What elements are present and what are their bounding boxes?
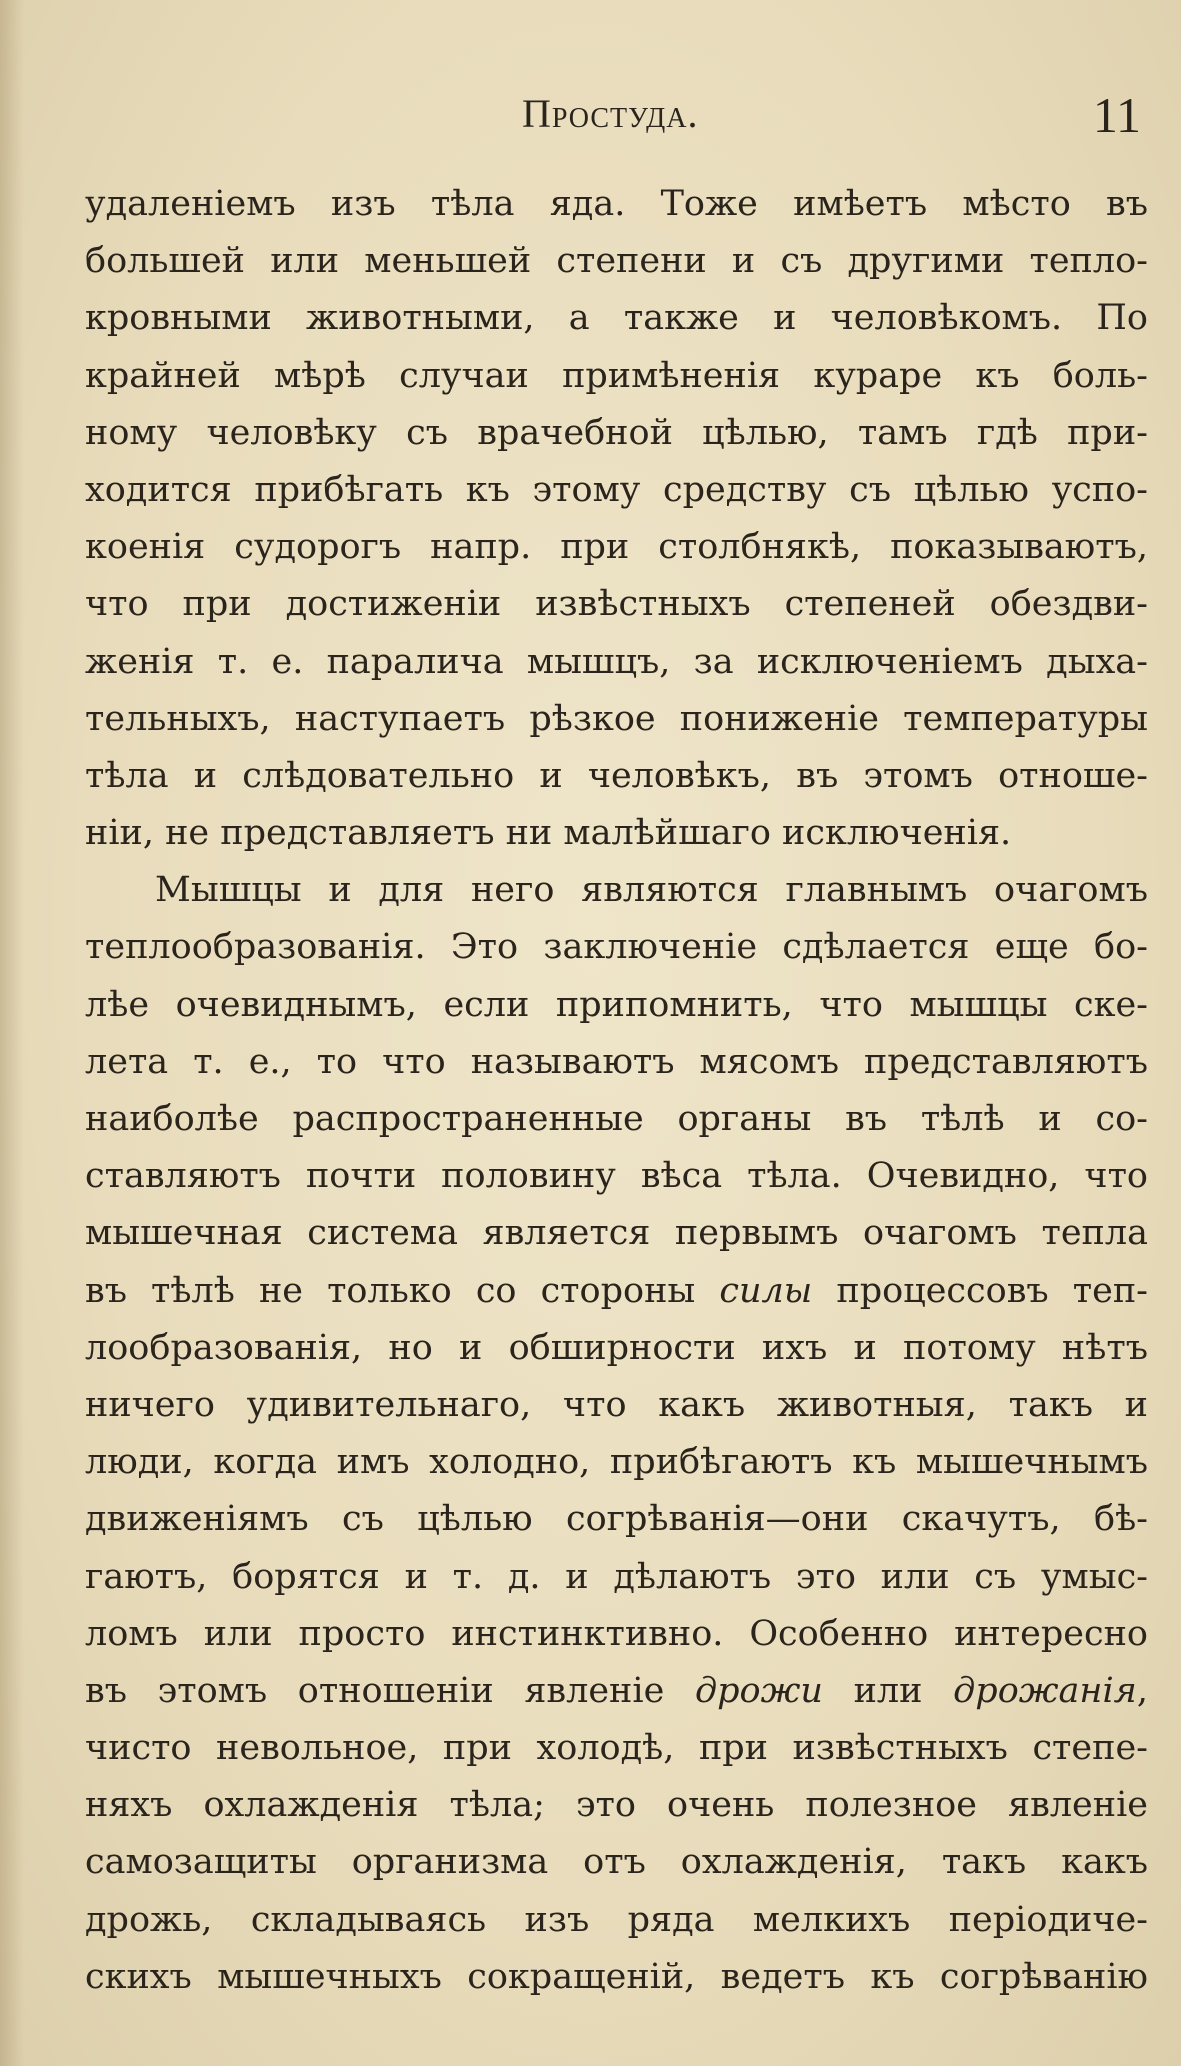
text-line: скихъ мышечныхъ сокращеній, ведетъ къ согрѣванію xyxy=(85,1956,1148,1997)
text-line: лообразованія, но и обширности ихъ и потому нѣтъ xyxy=(85,1327,1148,1368)
page-gutter-shadow xyxy=(0,0,24,2066)
text-line: крайней мѣрѣ случаи примѣненія кураре къ боль- xyxy=(85,355,1148,396)
text-line: чисто невольное, при холодѣ, при извѣстныхъ степе- xyxy=(85,1728,1148,1769)
paragraph-start-line: Мышцы и для него являются главнымъ очагомъ xyxy=(155,870,1148,911)
text-line: мышечная система является первымъ очагомъ тепла xyxy=(85,1213,1148,1254)
page-header xyxy=(0,87,1181,150)
text-line: ставляютъ почти половину вѣса тѣла. Очевидно, что xyxy=(85,1156,1148,1197)
text-line: люди, когда имъ холодно, прибѣгаютъ къ мышечнымъ xyxy=(85,1442,1148,1483)
text-line: движеніямъ съ цѣлью согрѣванія—они скачутъ, бѣ- xyxy=(85,1499,1148,1540)
text-segment: въ тѣлѣ не только со стороны xyxy=(85,1270,696,1311)
text-segment: или xyxy=(853,1670,923,1711)
text-line: тѣла и слѣдовательно и человѣкъ, въ этомъ отноше- xyxy=(85,755,1148,796)
text-line: женія т. е. паралича мышцъ, за исключеніемъ дыха- xyxy=(85,641,1148,682)
page-number: 11 xyxy=(1092,87,1141,143)
body-text xyxy=(85,176,1148,2006)
text-line: ломъ или просто инстинктивно. Особенно интересно xyxy=(85,1613,1148,1654)
emphasis-word: дрожанія xyxy=(953,1670,1137,1711)
text-line: коенія судорогъ напр. при столбнякѣ, показываютъ, xyxy=(85,527,1148,568)
paragraph-end-line: ніи, не представляетъ ни малѣйшаго исключенія. xyxy=(85,813,1012,854)
text-line: большей или меньшей степени и съ другими тепло- xyxy=(85,241,1148,282)
text-line: дрожь, складываясь изъ ряда мелкихъ періодиче- xyxy=(85,1899,1148,1940)
text-line: тельныхъ, наступаетъ рѣзкое пониженіе температуры xyxy=(85,698,1148,739)
text-line: няхъ охлажденія тѣла; это очень полезное явленіе xyxy=(85,1785,1148,1826)
text-line: ничего удивительнаго, что какъ животныя, такъ и xyxy=(85,1384,1148,1425)
text-line: наиболѣе распространенные органы въ тѣлѣ и со- xyxy=(85,1099,1148,1139)
text-line-with-emphasis xyxy=(85,1663,1148,1720)
text-line: гаютъ, борятся и т. д. и дѣлаютъ это или съ умыс- xyxy=(85,1556,1148,1597)
emphasis-word: силы xyxy=(719,1270,813,1311)
text-line: теплообразованія. Это заключеніе сдѣлается еще бо- xyxy=(85,927,1148,968)
text-segment: процессовъ теп- xyxy=(836,1270,1148,1311)
text-segment: , xyxy=(1136,1670,1148,1711)
text-segment: въ этомъ отношеніи явленіе xyxy=(85,1670,665,1711)
text-line: ному человѣку съ врачебной цѣлью, тамъ гдѣ при- xyxy=(85,412,1148,453)
text-line: кровными животными, а также и человѣкомъ. По xyxy=(85,298,1148,339)
emphasis-word: дрожи xyxy=(694,1670,823,1711)
running-title: Простуда. xyxy=(522,91,699,136)
text-line: лѣе очевиднымъ, если припомнить, что мышцы ске- xyxy=(85,984,1148,1025)
text-line: лета т. е., то что называютъ мясомъ представляютъ xyxy=(85,1041,1148,1082)
text-line: что при достиженіи извѣстныхъ степеней обездви- xyxy=(85,584,1148,625)
text-line: ходится прибѣгать къ этому средству съ цѣлью успо- xyxy=(85,469,1148,510)
text-line: самозащиты организма отъ охлажденія, такъ какъ xyxy=(85,1842,1148,1883)
text-line: удаленіемъ изъ тѣла яда. Тоже имѣетъ мѣсто въ xyxy=(85,184,1148,224)
text-line-with-emphasis xyxy=(85,1263,1148,1320)
